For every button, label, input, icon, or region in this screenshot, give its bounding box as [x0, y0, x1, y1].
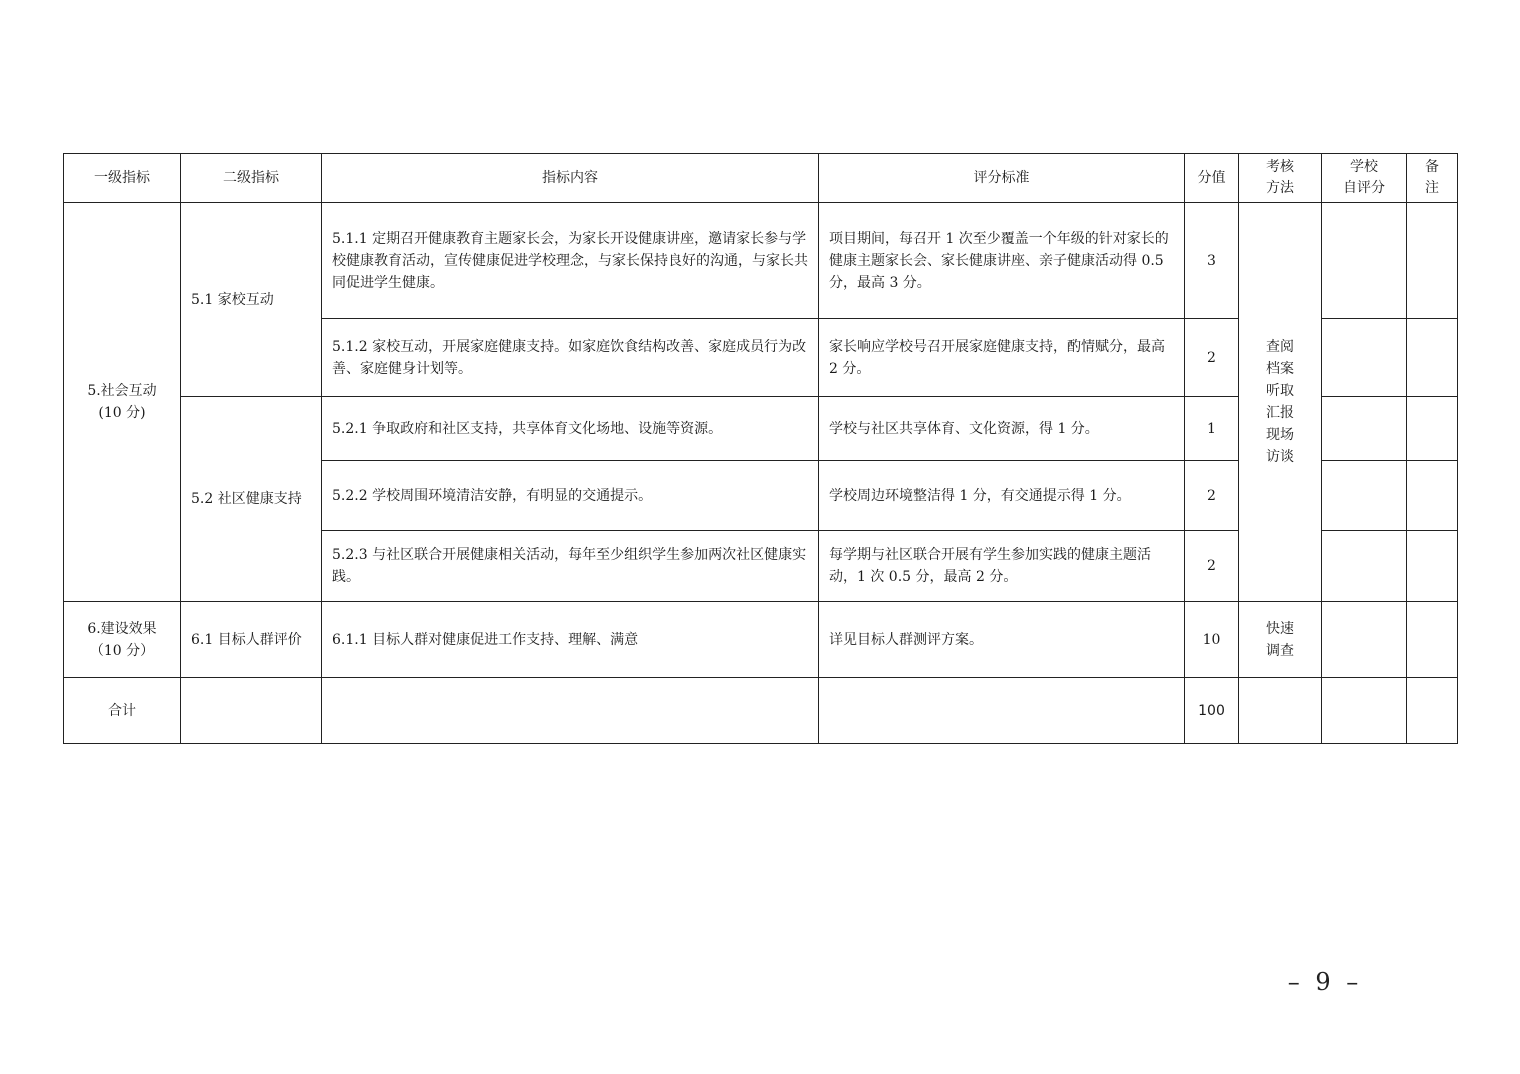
remark-cell[interactable] [1407, 602, 1458, 678]
method-cell-section6: 快速 调查 [1239, 602, 1322, 678]
criteria-cell: 详见目标人群测评方案。 [819, 602, 1185, 678]
self-score-cell[interactable] [1322, 397, 1407, 461]
score-cell: 2 [1185, 319, 1239, 397]
criteria-cell: 家长响应学校号召开展家庭健康支持，酌情赋分，最高 2 分。 [819, 319, 1185, 397]
remark-cell[interactable] [1407, 531, 1458, 602]
remark-cell[interactable] [1407, 678, 1458, 744]
table-row [64, 203, 1458, 319]
empty-cell [819, 678, 1185, 744]
content-cell: 5.2.2 学校周围环境清洁安静，有明显的交通提示。 [322, 461, 819, 531]
empty-cell [1239, 678, 1322, 744]
score-cell: 1 [1185, 397, 1239, 461]
content-cell: 5.1.2 家校互动，开展家庭健康支持。如家庭饮食结构改善、家庭成员行为改善、家庭健身计划等。 [322, 319, 819, 397]
criteria-cell: 学校周边环境整洁得 1 分，有交通提示得 1 分。 [819, 461, 1185, 531]
criteria-cell: 学校与社区共享体育、文化资源，得 1 分。 [819, 397, 1185, 461]
header-self-score: 学校 自评分 [1322, 154, 1407, 203]
content-cell: 5.2.1 争取政府和社区支持，共享体育文化场地、设施等资源。 [322, 397, 819, 461]
page-number: – 9 – [1287, 968, 1363, 996]
level2-cell-community: 5.2 社区健康支持 [181, 397, 322, 602]
score-cell: 3 [1185, 203, 1239, 319]
empty-cell [181, 678, 322, 744]
content-cell: 5.1.1 定期召开健康教育主题家长会，为家长开设健康讲座，邀请家长参与学校健康教育活动，宣传健康促进学校理念，与家长保持良好的沟通，与家长共同促进学生健康。 [322, 203, 819, 319]
score-cell: 2 [1185, 531, 1239, 602]
content-cell: 6.1.1 目标人群对健康促进工作支持、理解、满意 [322, 602, 819, 678]
self-score-cell[interactable] [1322, 203, 1407, 319]
self-score-cell[interactable] [1322, 461, 1407, 531]
empty-cell [322, 678, 819, 744]
header-row [64, 154, 1458, 203]
level2-cell-home-school: 5.1 家校互动 [181, 203, 322, 397]
evaluation-table [63, 153, 1458, 744]
score-cell: 2 [1185, 461, 1239, 531]
header-level1: 一级指标 [64, 154, 181, 203]
total-label: 合计 [64, 678, 181, 744]
criteria-cell: 每学期与社区联合开展有学生参加实践的健康主题活动，1 次 0.5 分，最高 2 分。 [819, 531, 1185, 602]
total-score: 100 [1185, 678, 1239, 744]
self-score-total-cell[interactable] [1322, 678, 1407, 744]
content-cell: 5.2.3 与社区联合开展健康相关活动，每年至少组织学生参加两次社区健康实践。 [322, 531, 819, 602]
header-method: 考核 方法 [1239, 154, 1322, 203]
header-criteria: 评分标准 [819, 154, 1185, 203]
header-score: 分值 [1185, 154, 1239, 203]
header-level2: 二级指标 [181, 154, 322, 203]
method-cell-section5: 查阅 档案 听取 汇报 现场 访谈 [1239, 203, 1322, 602]
table-row [64, 602, 1458, 678]
criteria-cell: 项目期间，每召开 1 次至少覆盖一个年级的针对家长的健康主题家长会、家长健康讲座、亲子健康活动得 0.5 分，最高 3 分。 [819, 203, 1185, 319]
self-score-cell[interactable] [1322, 602, 1407, 678]
level1-cell-construction-effect: 6.建设效果 （10 分） [64, 602, 181, 678]
self-score-cell[interactable] [1322, 319, 1407, 397]
total-row [64, 678, 1458, 744]
remark-cell[interactable] [1407, 319, 1458, 397]
level1-cell-social-interaction: 5.社会互动 (10 分) [64, 203, 181, 602]
header-remark: 备 注 [1407, 154, 1458, 203]
remark-cell[interactable] [1407, 203, 1458, 319]
self-score-cell[interactable] [1322, 531, 1407, 602]
header-content: 指标内容 [322, 154, 819, 203]
level2-cell-target-group: 6.1 目标人群评价 [181, 602, 322, 678]
remark-cell[interactable] [1407, 397, 1458, 461]
score-cell: 10 [1185, 602, 1239, 678]
remark-cell[interactable] [1407, 461, 1458, 531]
